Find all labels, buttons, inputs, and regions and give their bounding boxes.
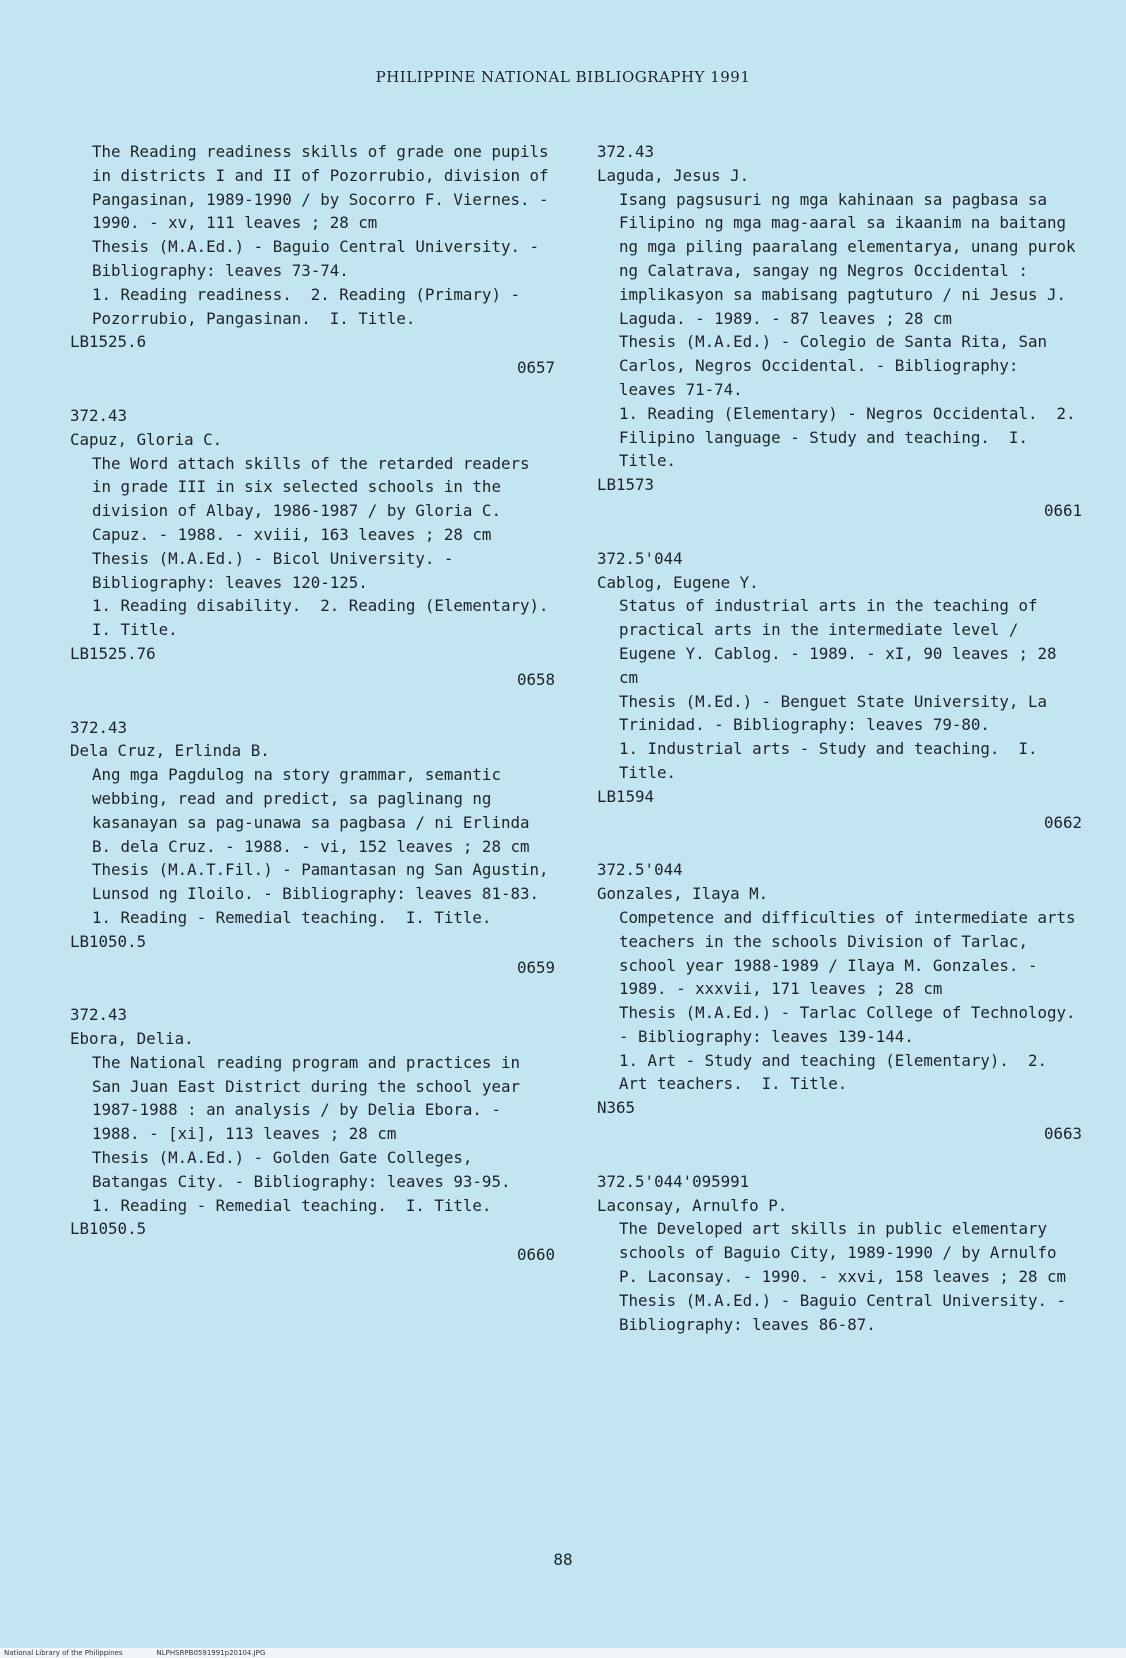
entry-class-number: 372.43	[70, 717, 128, 737]
entry-number: 0662	[1043, 812, 1082, 832]
footer-library: National Library of the Philippines	[4, 1649, 123, 1657]
bibliography-entry-0658	[70, 404, 568, 692]
bibliography-entry-0662	[597, 547, 1082, 835]
bibliography-entry-0661	[597, 140, 1086, 523]
entry-thesis-note: Thesis (M.A.Ed.) - Baguio Central University. - Bibliography: leaves 86-87.	[619, 1290, 1076, 1334]
entry-class-number: 372.43	[70, 405, 128, 425]
entry-author: Capuz, Gloria C.	[70, 429, 223, 449]
entry-thesis-note: Thesis (M.A.Ed.) - Tarlac College of Technology. - Bibliography: leaves 139-144.	[619, 1003, 1086, 1046]
entry-thesis-note: Thesis (M.A.Ed.) - Golden Gate Colleges, Batangas City. - Bibliography: leaves 93-95.	[92, 1148, 511, 1191]
bibliography-entry-0664	[597, 1170, 1082, 1337]
entry-author: Cablog, Eugene Y.	[597, 572, 759, 592]
entry-thesis-note: Thesis (M.A.Ed.) - Bicol University. - Bibliography: leaves 120-125.	[92, 548, 463, 592]
entry-author: Ebora, Delia.	[70, 1029, 194, 1049]
entry-title: Competence and difficulties of intermediate arts teachers in the schools Division of Tarlac, school year 1988-1989 / Ilaya M. Gonzales. - 1989. - xxxvii, 171 leaves ; 28 cm	[619, 907, 1086, 999]
bibliography-entry-0660	[70, 1003, 555, 1267]
page-header: PHILIPPINE NATIONAL BIBLIOGRAPHY 1991	[375, 68, 751, 86]
entry-title: The National reading program and practices in San Juan East District during the school year 1987-1988 : an analysis / by Delia Ebora. - 1988. - [xi], 113 leaves ; 28 cm	[92, 1052, 530, 1144]
footer-file: NLPHSRPB0591991p20104.JPG	[156, 1649, 266, 1657]
entry-author: Laconsay, Arnulfo P.	[597, 1195, 788, 1215]
entry-subjects: 1. Reading (Elementary) - Negros Occidental. 2. Filipino language - Study and teaching. I. Title.	[619, 403, 1086, 471]
right-column	[597, 140, 1086, 1336]
entry-call-number: LB1050.5	[70, 931, 147, 951]
entry-title: The Developed art skills in public elementary schools of Baguio City, 1989-1990 / by Arnulfo P. Laconsay. - 1990. - xxvi, 158 leaves ; 28 cm	[619, 1219, 1066, 1287]
entry-thesis-note: Thesis (M.A.Ed.) - Colegio de Santa Rita, San Carlos, Negros Occidental. - Bibliography: leaves 71-74.	[619, 332, 1057, 399]
entry-subjects: 1. Art - Study and teaching (Elementary). 2. Art teachers. I. Title.	[619, 1050, 1057, 1094]
entry-subjects: 1. Reading readiness. 2. Reading (Primary) - Pozorrubio, Pangasinan. I. Title.	[92, 284, 530, 328]
entry-class-number: 372.5'044	[597, 860, 683, 880]
entry-number: 0661	[1043, 500, 1082, 520]
entry-author: Gonzales, Ilaya M.	[597, 884, 769, 904]
entry-author: Laguda, Jesus J.	[597, 165, 750, 185]
entry-title: The Reading readiness skills of grade one pupils in districts I and II of Pozorrubio, division of Pangasinan, 1989-1990 / by Socorro F. Viernes. - 1990. - xv, 111 leaves ; 28 cm	[92, 142, 559, 233]
entry-subjects: 1. Reading - Remedial teaching. I. Title.	[92, 907, 492, 927]
entry-title: Isang pagsusuri ng mga kahinaan sa pagbasa sa Filipino ng mga mag-aaral sa ikaanim na baitang ng mga piling paaralang elementarya, unang purok ng Calatrava, sangay ng Negros Occidental : implikasyon sa mabisang pagtuturo / ni Jesus J. Laguda. - 1989. - 87 leaves ; 28 cm	[619, 189, 1086, 328]
entry-call-number: LB1050.5	[70, 1219, 147, 1239]
entry-call-number: N365	[597, 1098, 636, 1118]
bibliography-entry-0663	[597, 858, 1086, 1146]
entry-call-number: LB1525.76	[70, 643, 156, 663]
entry-title: Ang mga Pagdulog na story grammar, semantic webbing, read and predict, sa paglinang ng kasanayan sa pag-unawa sa pagbasa / ni Erlinda B. dela Cruz. - 1988. - vi, 152 leaves ; 28 cm	[92, 765, 539, 856]
entry-title: Status of industrial arts in the teaching of practical arts in the intermediate level / Eugene Y. Cablog. - 1989. - xI, 90 leaves ; 28 cm	[619, 596, 1066, 687]
entry-class-number: 372.5'044'095991	[597, 1171, 750, 1191]
entry-number: 0657	[516, 358, 555, 378]
entry-class-number: 372.43	[70, 1005, 128, 1025]
entry-author: Dela Cruz, Erlinda B.	[70, 741, 270, 761]
entry-title: The Word attach skills of the retarded readers in grade III in six selected schools in the division of Albay, 1986-1987 / by Gloria C. Capuz. - 1988. - xviii, 163 leaves ; 28 cm	[92, 453, 539, 544]
entry-class-number: 372.5'044	[597, 548, 683, 568]
bibliography-entry-0659	[70, 716, 559, 980]
entry-call-number: LB1594	[597, 786, 655, 806]
entry-thesis-note: Thesis (M.A.Ed.) - Baguio Central University. - Bibliography: leaves 73-74.	[92, 237, 549, 280]
entry-thesis-note: Thesis (M.A.T.Fil.) - Pamantasan ng San Agustin, Lunsod ng Iloilo. - Bibliography: leaves 81-83.	[92, 860, 559, 904]
scan-footer	[0, 1648, 1126, 1658]
entry-class-number: 372.43	[597, 142, 655, 161]
entry-call-number: LB1573	[597, 475, 655, 495]
entry-call-number: LB1525.6	[70, 332, 147, 352]
entry-number: 0660	[516, 1245, 555, 1265]
entry-subjects: 1. Reading disability. 2. Reading (Elementary). I. Title.	[92, 596, 568, 640]
left-column	[70, 140, 568, 1267]
entry-number: 0663	[1043, 1124, 1082, 1144]
bibliography-entry-0657	[70, 140, 559, 380]
page-number: 88	[553, 1550, 573, 1569]
entry-thesis-note: Thesis (M.Ed.) - Benguet State University, La Trinidad. - Bibliography: leaves 79-80.	[619, 691, 1057, 735]
entry-subjects: 1. Reading - Remedial teaching. I. Title.	[92, 1195, 492, 1215]
entry-number: 0658	[516, 669, 555, 689]
entry-number: 0659	[516, 957, 555, 977]
entry-subjects: 1. Industrial arts - Study and teaching. I. Title.	[619, 739, 1047, 782]
